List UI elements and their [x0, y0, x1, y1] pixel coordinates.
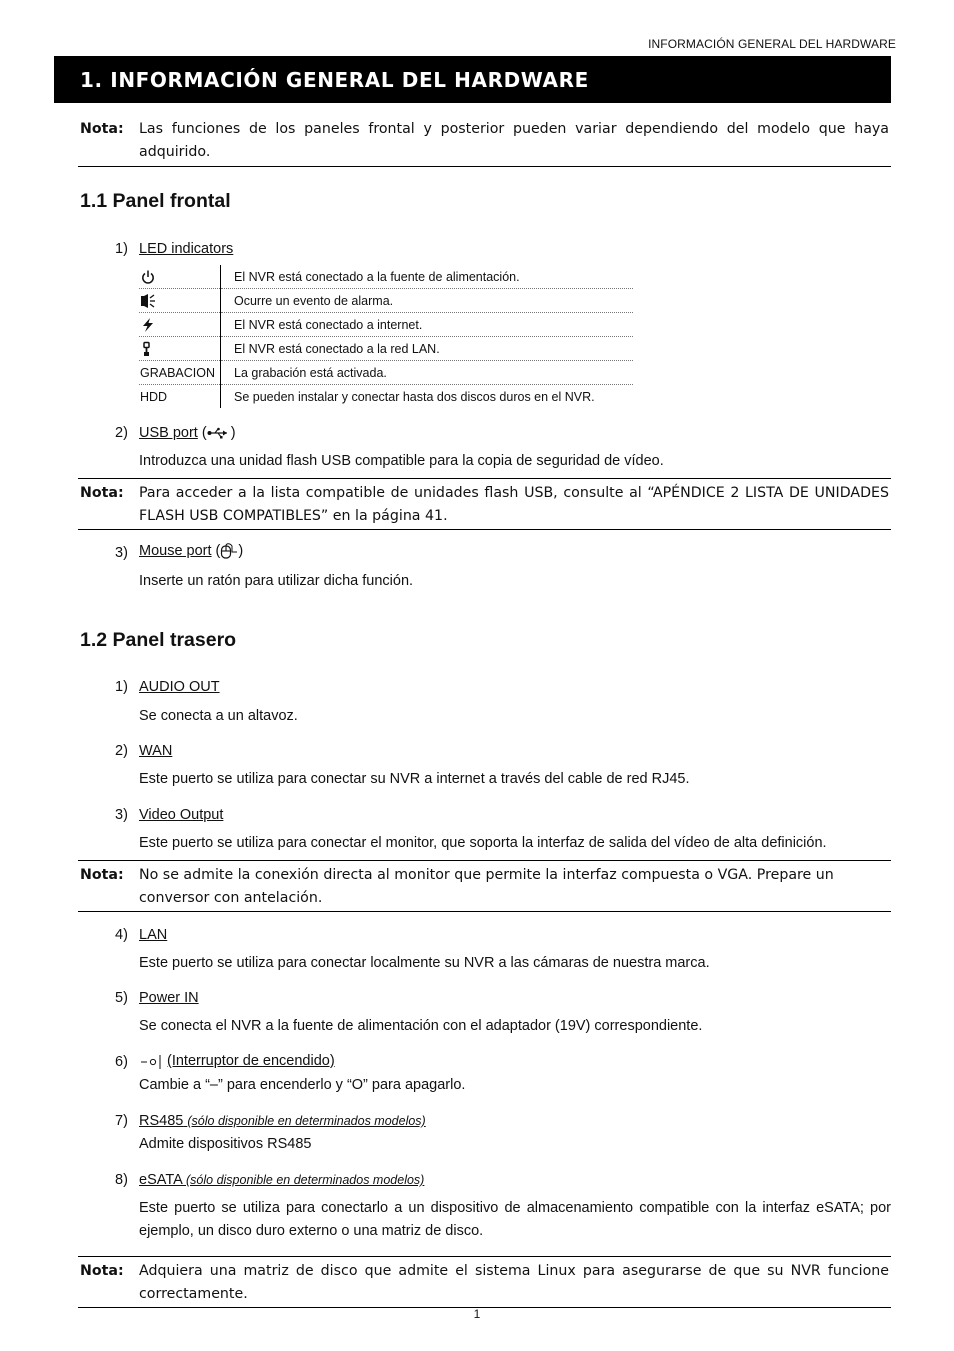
item-desc: Introduzca una unidad flash USB compatible para la copia de seguridad de vídeo.: [139, 453, 664, 469]
led-label: GRABACION: [139, 361, 221, 385]
item-title-rs485: [139, 1113, 426, 1129]
note-text: Para acceder a la lista compatible de unidades flash USB, consulte al “APÉNDICE 2 LISTA DE UNIDADES FLASH USB COMPATIBLES” en la página 41.: [139, 485, 889, 524]
power-switch-icon: [139, 1053, 163, 1069]
led-icon-cell: [139, 337, 221, 361]
note-label: Nota:: [80, 121, 124, 137]
item-desc: Se conecta a un altavoz.: [139, 708, 298, 724]
led-table: [139, 265, 633, 408]
power-icon: [140, 269, 220, 285]
item-title: WAN: [139, 743, 173, 759]
note-text: Las funciones de los paneles frontal y posterior pueden variar dependiendo del modelo que haya adquirido.: [139, 121, 889, 160]
section-heading-front: 1.1 Panel frontal: [80, 190, 231, 212]
note-text: Adquiera una matriz de disco que admite el sistema Linux para asegurarse de que su NVR funcione correctamente.: [139, 1263, 889, 1302]
item-title-text: RS485: [139, 1113, 184, 1129]
item-desc: Este puerto se utiliza para conectarlo a un dispositivo de almacenamiento compatible con la interfaz eSATA; por ejemplo, un disco duro externo o una matriz de disco.: [139, 1200, 891, 1239]
table-row: [139, 313, 633, 337]
lan-icon: [140, 341, 220, 357]
item-number: 3): [115, 807, 128, 823]
item-title-usb: USB port ( ): [139, 425, 236, 441]
item-title: Video Output: [139, 807, 224, 823]
table-row: [139, 289, 633, 313]
item-title-esata: [139, 1172, 424, 1188]
table-row: [139, 265, 633, 289]
item-desc: Inserte un ratón para utilizar dicha función.: [139, 573, 414, 589]
item-title-power-switch: [139, 1053, 335, 1069]
led-desc: El NVR está conectado a la red LAN.: [221, 337, 634, 361]
chapter-title: 1. INFORMACIÓN GENERAL DEL HARDWARE: [54, 56, 891, 103]
section-heading-rear: 1.2 Panel trasero: [80, 629, 237, 651]
item-title-mouse: Mouse port ( ): [139, 543, 244, 559]
note-label: Nota:: [80, 485, 124, 501]
table-row: [139, 361, 633, 385]
availability-note: (sólo disponible en determinados modelos): [187, 1114, 426, 1128]
item-number: 1): [115, 679, 128, 695]
item-title: LAN: [139, 927, 168, 943]
item-desc: Este puerto se utiliza para conectar el monitor, que soporta la interfaz de salida del vídeo de alta definición.: [139, 835, 827, 851]
led-icon-cell: [139, 265, 221, 289]
note-box: [78, 860, 891, 912]
alarm-icon: [140, 293, 220, 309]
led-desc: El NVR está conectado a internet.: [221, 313, 634, 337]
usb-icon: [207, 427, 231, 439]
note-box: [78, 478, 891, 530]
note-label: Nota:: [80, 867, 124, 883]
led-label: HDD: [139, 385, 221, 409]
item-title-text: USB port: [139, 425, 198, 441]
item-number: 2): [115, 425, 128, 441]
item-title: Power IN: [139, 990, 199, 1006]
table-row: [139, 337, 633, 361]
item-number: 6): [115, 1054, 128, 1070]
note-box: [78, 1256, 891, 1308]
item-title-text: (Interruptor de encendido): [167, 1053, 335, 1069]
page-number: 1: [473, 1307, 481, 1321]
led-desc: La grabación está activada.: [221, 361, 634, 385]
item-title-text: eSATA: [139, 1172, 182, 1188]
item-number: 7): [115, 1113, 128, 1129]
mouse-icon: [220, 543, 238, 559]
led-desc: Ocurre un evento de alarma.: [221, 289, 634, 313]
lightning-icon: [140, 317, 220, 333]
note-text: No se admite la conexión directa al monitor que permite la interfaz compuesta o VGA. Prepare un conversor con antelación.: [139, 867, 834, 906]
item-number: 1): [115, 241, 128, 257]
led-icon-cell: [139, 289, 221, 313]
item-number: 2): [115, 743, 128, 759]
item-number: 4): [115, 927, 128, 943]
item-title: AUDIO OUT: [139, 679, 220, 695]
led-desc: El NVR está conectado a la fuente de alimentación.: [221, 265, 634, 289]
running-head: INFORMACIÓN GENERAL DEL HARDWARE: [648, 37, 896, 51]
item-desc: Se conecta el NVR a la fuente de alimentación con el adaptador (19V) correspondiente.: [139, 1018, 703, 1034]
note-box: [78, 117, 891, 167]
item-number: 3): [115, 545, 128, 561]
item-desc: Admite dispositivos RS485: [139, 1136, 312, 1152]
item-desc: Este puerto se utiliza para conectar localmente su NVR a las cámaras de nuestra marca.: [139, 955, 710, 971]
item-desc: Este puerto se utiliza para conectar su NVR a internet a través del cable de red RJ45.: [139, 771, 690, 787]
table-row: [139, 385, 633, 409]
item-title-led: LED indicators: [139, 241, 234, 257]
item-desc: Cambie a “–” para encenderlo y “O” para apagarlo.: [139, 1077, 466, 1093]
item-number: 5): [115, 990, 128, 1006]
led-desc: Se pueden instalar y conectar hasta dos discos duros en el NVR.: [234, 389, 595, 404]
item-title-text: Mouse port: [139, 543, 212, 559]
note-label: Nota:: [80, 1263, 124, 1279]
item-number: 8): [115, 1172, 128, 1188]
led-icon-cell: [139, 313, 221, 337]
availability-note: (sólo disponible en determinados modelos): [186, 1173, 425, 1187]
